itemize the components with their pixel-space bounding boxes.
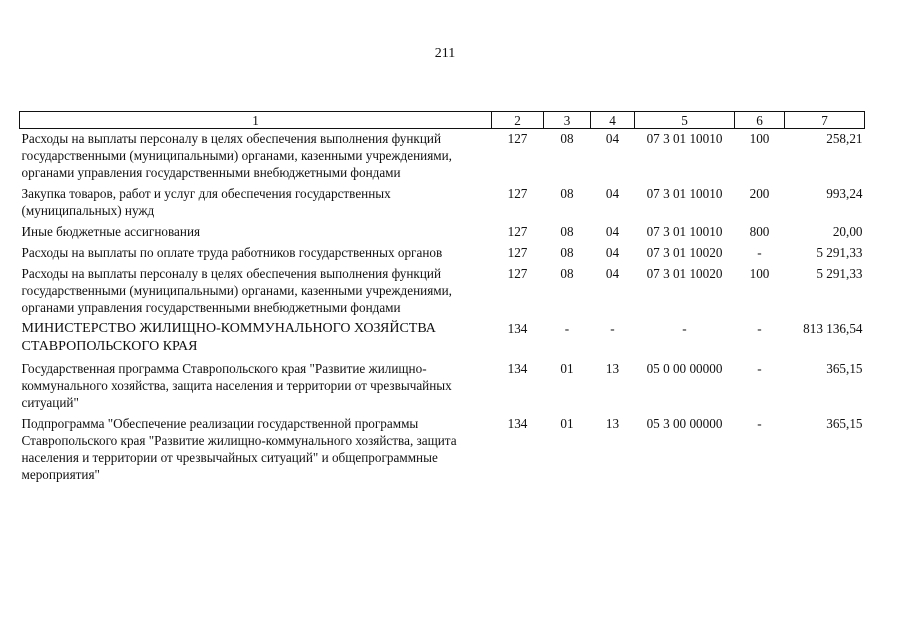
- row-target-article: 07 3 01 10010: [646, 131, 723, 146]
- row-subsection: 04: [605, 224, 620, 239]
- row-name: Закупка товаров, работ и услуг для обеспечения государственных (муниципальных) нужд: [21, 186, 391, 218]
- row-amount: 365,15: [826, 416, 863, 431]
- row-ministry-code: 134: [507, 321, 528, 336]
- row-subsection: 13: [605, 361, 620, 376]
- row-expense-type: 200: [749, 186, 770, 201]
- row-name: Расходы на выплаты по оплате труда работников государственных органов: [21, 245, 443, 260]
- row-section: 08: [560, 131, 574, 146]
- header-col-4: 4: [591, 112, 635, 129]
- row-name: Расходы на выплаты персоналу в целях обеспечения выполнения функций государственными (муниципальными) органами, казенными учреждениями, органами управления государственными внебюджетными фондами: [21, 131, 452, 180]
- row-expense-type: -: [757, 245, 762, 260]
- header-col-7: 7: [785, 112, 865, 129]
- row-ministry-code: 127: [507, 131, 528, 146]
- row-amount: 993,24: [826, 186, 863, 201]
- table-row: [20, 184, 865, 222]
- table-row: [20, 264, 865, 319]
- row-section: 08: [560, 266, 574, 281]
- ministry-row: [20, 319, 865, 359]
- row-amount: 365,15: [826, 361, 863, 376]
- table-row: [20, 243, 865, 264]
- header-col-3: 3: [544, 112, 591, 129]
- row-target-article: 07 3 01 10010: [646, 224, 723, 239]
- row-expense-type: 800: [749, 224, 770, 239]
- row-amount: 258,21: [826, 131, 863, 146]
- budget-table: [19, 111, 865, 486]
- row-subsection: 04: [605, 245, 620, 260]
- table-row: [20, 359, 865, 414]
- row-section: 01: [560, 361, 574, 376]
- ministry-name: МИНИСТЕРСТВО ЖИЛИЩНО-КОММУНАЛЬНОГО ХОЗЯЙСТВА СТАВРОПОЛЬСКОГО КРАЯ: [21, 321, 436, 354]
- table-row: [20, 222, 865, 243]
- row-ministry-code: 127: [507, 266, 528, 281]
- row-amount: 813 136,54: [803, 321, 863, 336]
- row-ministry-code: 127: [507, 224, 528, 239]
- row-amount: 5 291,33: [816, 266, 863, 281]
- row-subsection: 04: [605, 131, 620, 146]
- row-expense-type: 100: [749, 266, 770, 281]
- row-target-article: 07 3 01 10020: [646, 245, 723, 260]
- row-ministry-code: 134: [507, 361, 528, 376]
- row-subsection: 04: [605, 186, 620, 201]
- row-expense-type: -: [757, 361, 762, 376]
- row-target-article: 05 3 00 00000: [646, 416, 723, 431]
- page-number: 211: [434, 46, 456, 61]
- row-amount: 20,00: [832, 224, 863, 239]
- row-section: 08: [560, 245, 574, 260]
- row-name: Расходы на выплаты персоналу в целях обеспечения выполнения функций государственными (муниципальными) органами, казенными учреждениями, органами управления государственными внебюджетными фондами: [21, 266, 452, 315]
- row-amount: 5 291,33: [816, 245, 863, 260]
- row-section: 01: [560, 416, 574, 431]
- row-expense-type: -: [757, 416, 762, 431]
- row-subsection: 13: [605, 416, 620, 431]
- row-target-article: 07 3 01 10020: [646, 266, 723, 281]
- row-target-article: -: [682, 321, 687, 336]
- row-section: 08: [560, 186, 574, 201]
- row-name: Государственная программа Ставропольского края "Развитие жилищно-коммунального хозяйства, защита населения и территории от чрезвычайных ситуаций": [21, 361, 452, 410]
- row-ministry-code: 134: [507, 416, 528, 431]
- header-col-6: 6: [735, 112, 785, 129]
- row-name: Подпрограмма "Обеспечение реализации государственной программы Ставропольского края "Развитие жилищно-коммунального хозяйства, защита населения и территории от чрезвычайных ситуаций" и общепрограммные мероприятия": [21, 416, 457, 482]
- header-col-2: 2: [492, 112, 544, 129]
- header-col-5: 5: [635, 112, 735, 129]
- row-expense-type: 100: [749, 131, 770, 146]
- row-name: Иные бюджетные ассигнования: [21, 224, 201, 239]
- header-col-1: 1: [20, 112, 492, 129]
- row-section: -: [564, 321, 570, 336]
- table-header-row: [20, 112, 865, 129]
- row-subsection: 04: [605, 266, 620, 281]
- row-subsection: -: [610, 321, 615, 336]
- row-ministry-code: 127: [507, 186, 528, 201]
- row-ministry-code: 127: [507, 245, 528, 260]
- row-target-article: 07 3 01 10010: [646, 186, 723, 201]
- row-target-article: 05 0 00 00000: [646, 361, 723, 376]
- table-row: [20, 129, 865, 185]
- row-expense-type: -: [757, 321, 762, 336]
- table-row: [20, 414, 865, 486]
- row-section: 08: [560, 224, 574, 239]
